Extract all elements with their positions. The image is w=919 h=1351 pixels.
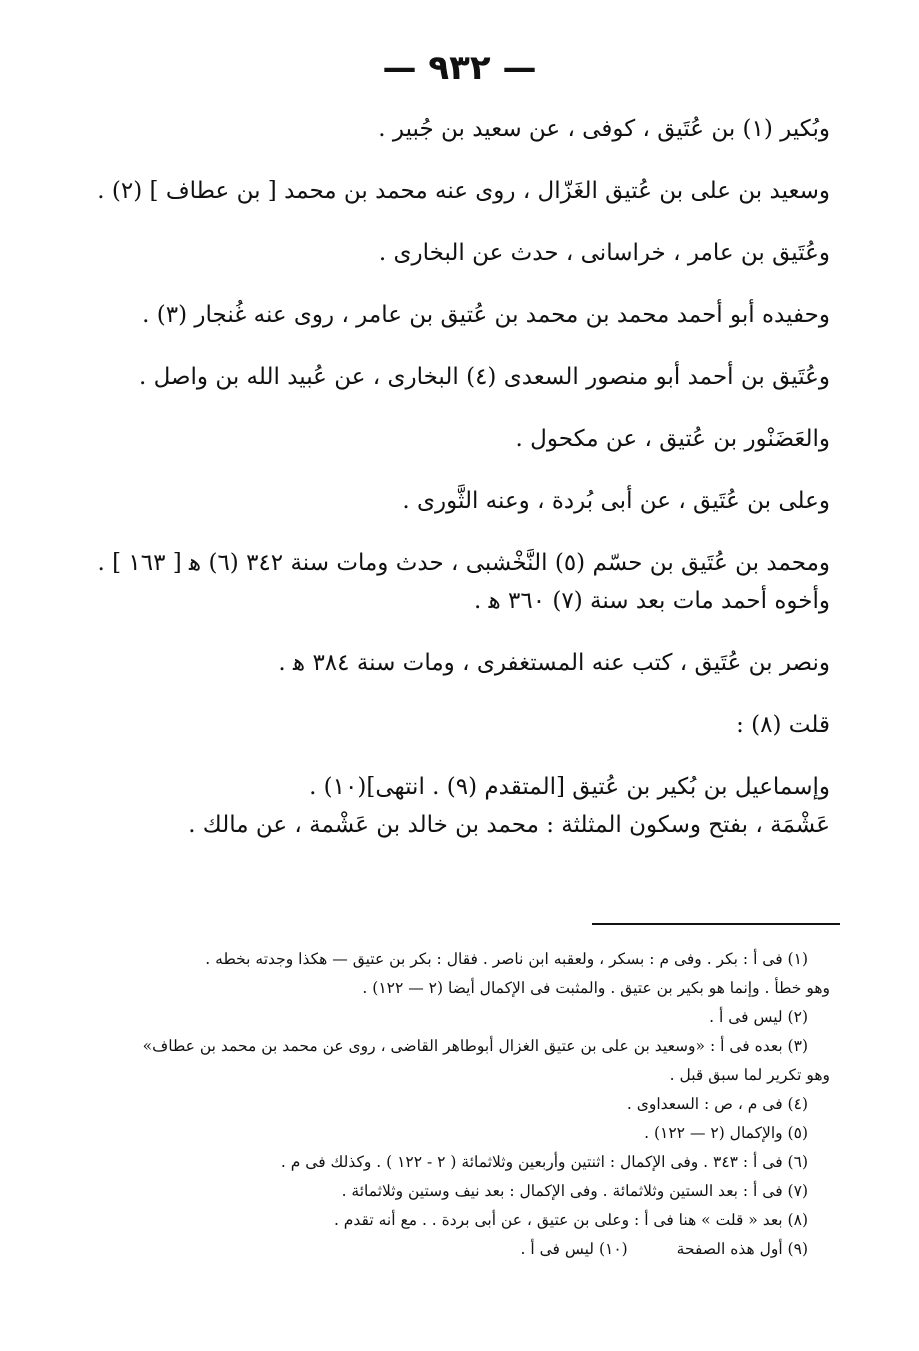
- footnotes: [90, 945, 830, 1264]
- footnote-10: (١٠) ليس فى أ .: [520, 1240, 628, 1258]
- footnote-7: (٧) فى أ : بعد الستين وثلاثمائة . وفى الإكمال : بعد نيف وستين وثلاثمائة .: [341, 1182, 808, 1200]
- footnote-divider: [592, 923, 840, 925]
- text-line: وأخوه أحمد مات بعد سنة (٧) ٣٦٠ ه‍ .: [473, 588, 830, 614]
- text-line: وبُكير (١) بن عُتَيق ، كوفى ، عن سعيد بن جُبير .: [378, 116, 830, 142]
- footnote-2: (٢) ليس فى أ .: [709, 1008, 808, 1026]
- text-line: وعلى بن عُتَيق ، عن أبى بُردة ، وعنه الثَّورى .: [402, 488, 830, 514]
- footnote-1: (١) فى أ : بكر . وفى م : بسكر ، ولعقبه ابن ناصر . فقال : بكر بن عتيق — هكذا وجدته بخطه .: [205, 950, 808, 968]
- text-line: وإسماعيل بن بُكير بن عُتيق [المتقدم (٩) . انتهى](١٠) .: [309, 774, 830, 800]
- footnote-3: (٣) بعده فى أ : «وسعيد بن على بن عتيق الغزال أبوطاهر القاضى ، روى عن محمد بن محمد بن عطاف»: [142, 1037, 808, 1055]
- text-line: قلت (٨) :: [736, 712, 830, 738]
- footnote-6: (٦) فى أ : ٣٤٣ . وفى الإكمال : اثنتين وأربعين وثلاثمائة ( ٢ - ١٢٢ ) . وكذلك فى م .: [280, 1153, 808, 1171]
- page-number: — ٩٣٢ —: [382, 48, 537, 88]
- footnote-8: (٨) بعد « قلت » هنا فى أ : وعلى بن عتيق ، عن أبى بردة . . مع أنه تقدم .: [333, 1211, 808, 1229]
- text-line: والعَضَنْور بن عُتيق ، عن مكحول .: [515, 426, 830, 452]
- footnote-9: (٩) أول هذه الصفحة: [676, 1240, 808, 1258]
- footnote-1-continued: وهو خطأ . وإنما هو بكير بن عتيق . والمثبت فى الإكمال أيضا (٢ — ١٢٢) .: [362, 979, 830, 997]
- text-line: ونصر بن عُتَيق ، كتب عنه المستغفرى ، ومات سنة ٣٨٤ ه‍ .: [278, 650, 830, 676]
- text-line: وسعيد بن على بن عُتيق الغَزّال ، روى عنه محمد بن محمد [ بن عطاف ] (٢) .: [97, 178, 830, 204]
- footnote-4: (٤) فى م ، ص : السعداوى .: [626, 1095, 808, 1113]
- text-line: وعُتَيق بن عامر ، خراسانى ، حدث عن البخارى .: [378, 240, 830, 266]
- footnote-5: (٥) والإكمال (٢ — ١٢٢) .: [644, 1124, 808, 1142]
- footnote-9-10: [90, 1235, 830, 1264]
- text-line: وحفيده أبو أحمد محمد بن محمد بن عُتيق بن عامر ، روى عنه غُنجار (٣) .: [142, 302, 830, 328]
- main-text: [90, 112, 830, 842]
- text-line: وعُتَيق بن أحمد أبو منصور السعدى (٤) البخارى ، عن عُبيد الله بن واصل .: [138, 364, 830, 390]
- footnote-3-continued: وهو تكرير لما سبق قبل .: [669, 1066, 830, 1084]
- text-line: ومحمد بن عُتَيق بن حسّم (٥) النَّخْشبى ، حدث ومات سنة ٣٤٢ (٦) ه‍ [ ١٦٣ ] .: [97, 550, 830, 576]
- text-line: عَشْمَة ، بفتح وسكون المثلثة : محمد بن خالد بن عَشْمة ، عن مالك .: [188, 812, 830, 838]
